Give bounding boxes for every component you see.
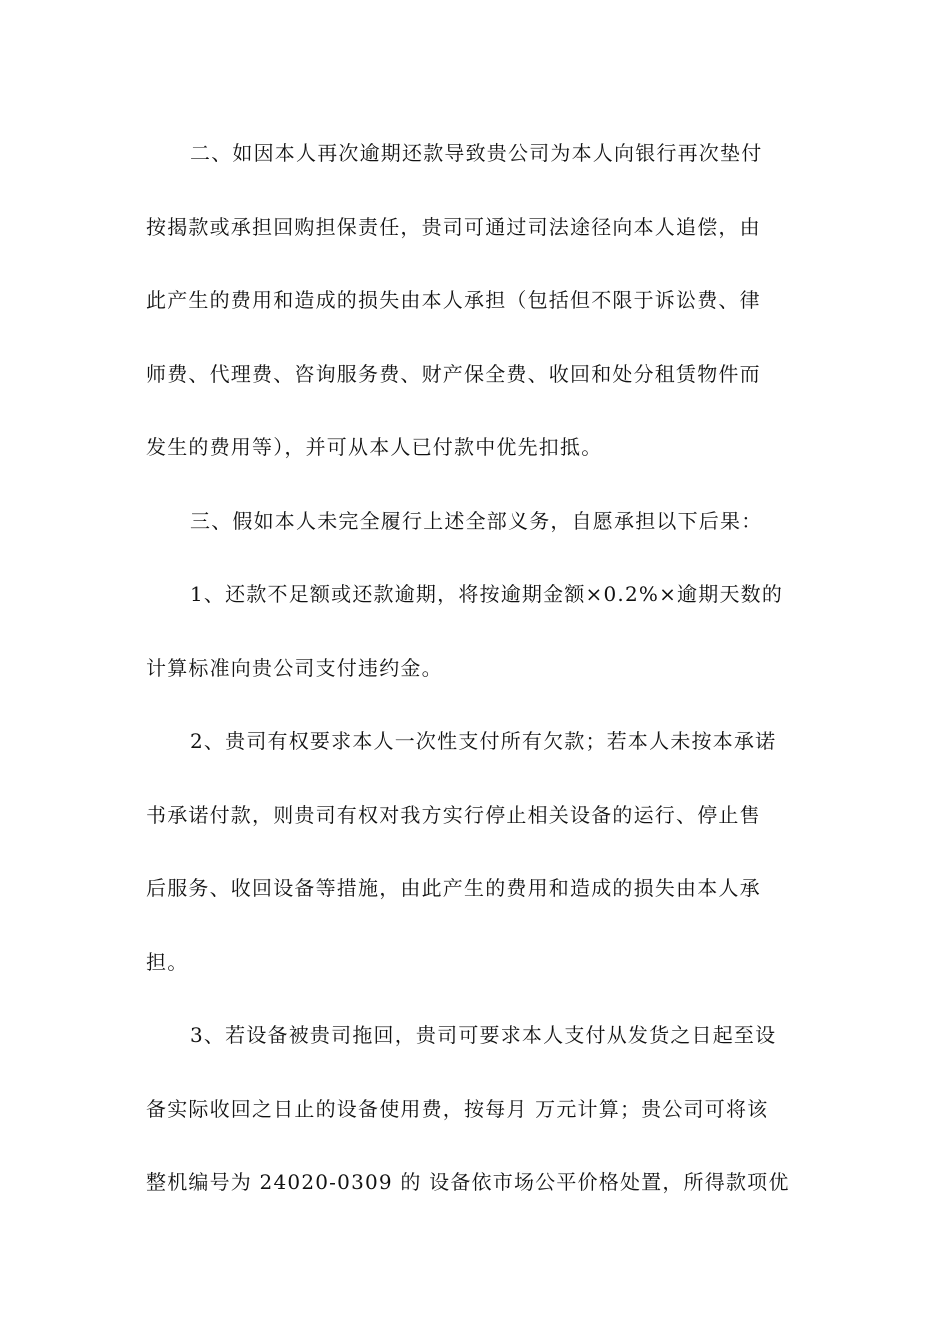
text-line: 备实际收回之日止的设备使用费，按每月 万元计算；贵公司可将该 [146, 1096, 769, 1121]
text-line: 3、若设备被贵司拖回，贵司可要求本人支付从发货之日起至设 [190, 1023, 777, 1047]
document-body [146, 133, 806, 1236]
text-line: 后服务、收回设备等措施，由此产生的费用和造成的损失由本人承 [146, 876, 761, 900]
text-line: 此产生的费用和造成的损失由本人承担（包括但不限于诉讼费、律 [146, 288, 761, 312]
text-line: 2、贵司有权要求本人一次性支付所有欠款；若本人未按本承诺 [190, 729, 777, 753]
text-line: 按揭款或承担回购担保责任，贵司可通过司法途径向本人追偿，由 [146, 214, 761, 239]
text-line: 书承诺付款，则贵司有权对我方实行停止相关设备的运行、停止售 [146, 802, 761, 827]
text-line: 担。 [146, 949, 189, 974]
text-line: 1、还款不足额或还款逾期，将按逾期金额×0.2%×逾期天数的 [190, 582, 784, 606]
text-line: 二、如因本人再次逾期还款导致贵公司为本人向银行再次垫付 [190, 141, 763, 165]
text-line: 计算标准向贵公司支付违约金。 [146, 655, 443, 680]
text-line: 整机编号为 24020-0309 的 设备依市场公平价格处置，所得款项优 [146, 1170, 790, 1194]
text-line: 师费、代理费、咨询服务费、财产保全费、收回和处分租赁物件而 [146, 361, 761, 386]
text-line: 三、假如本人未完全履行上述全部义务，自愿承担以下后果： [190, 508, 763, 533]
text-line: 发生的费用等），并可从本人已付款中优先扣抵。 [146, 435, 603, 459]
